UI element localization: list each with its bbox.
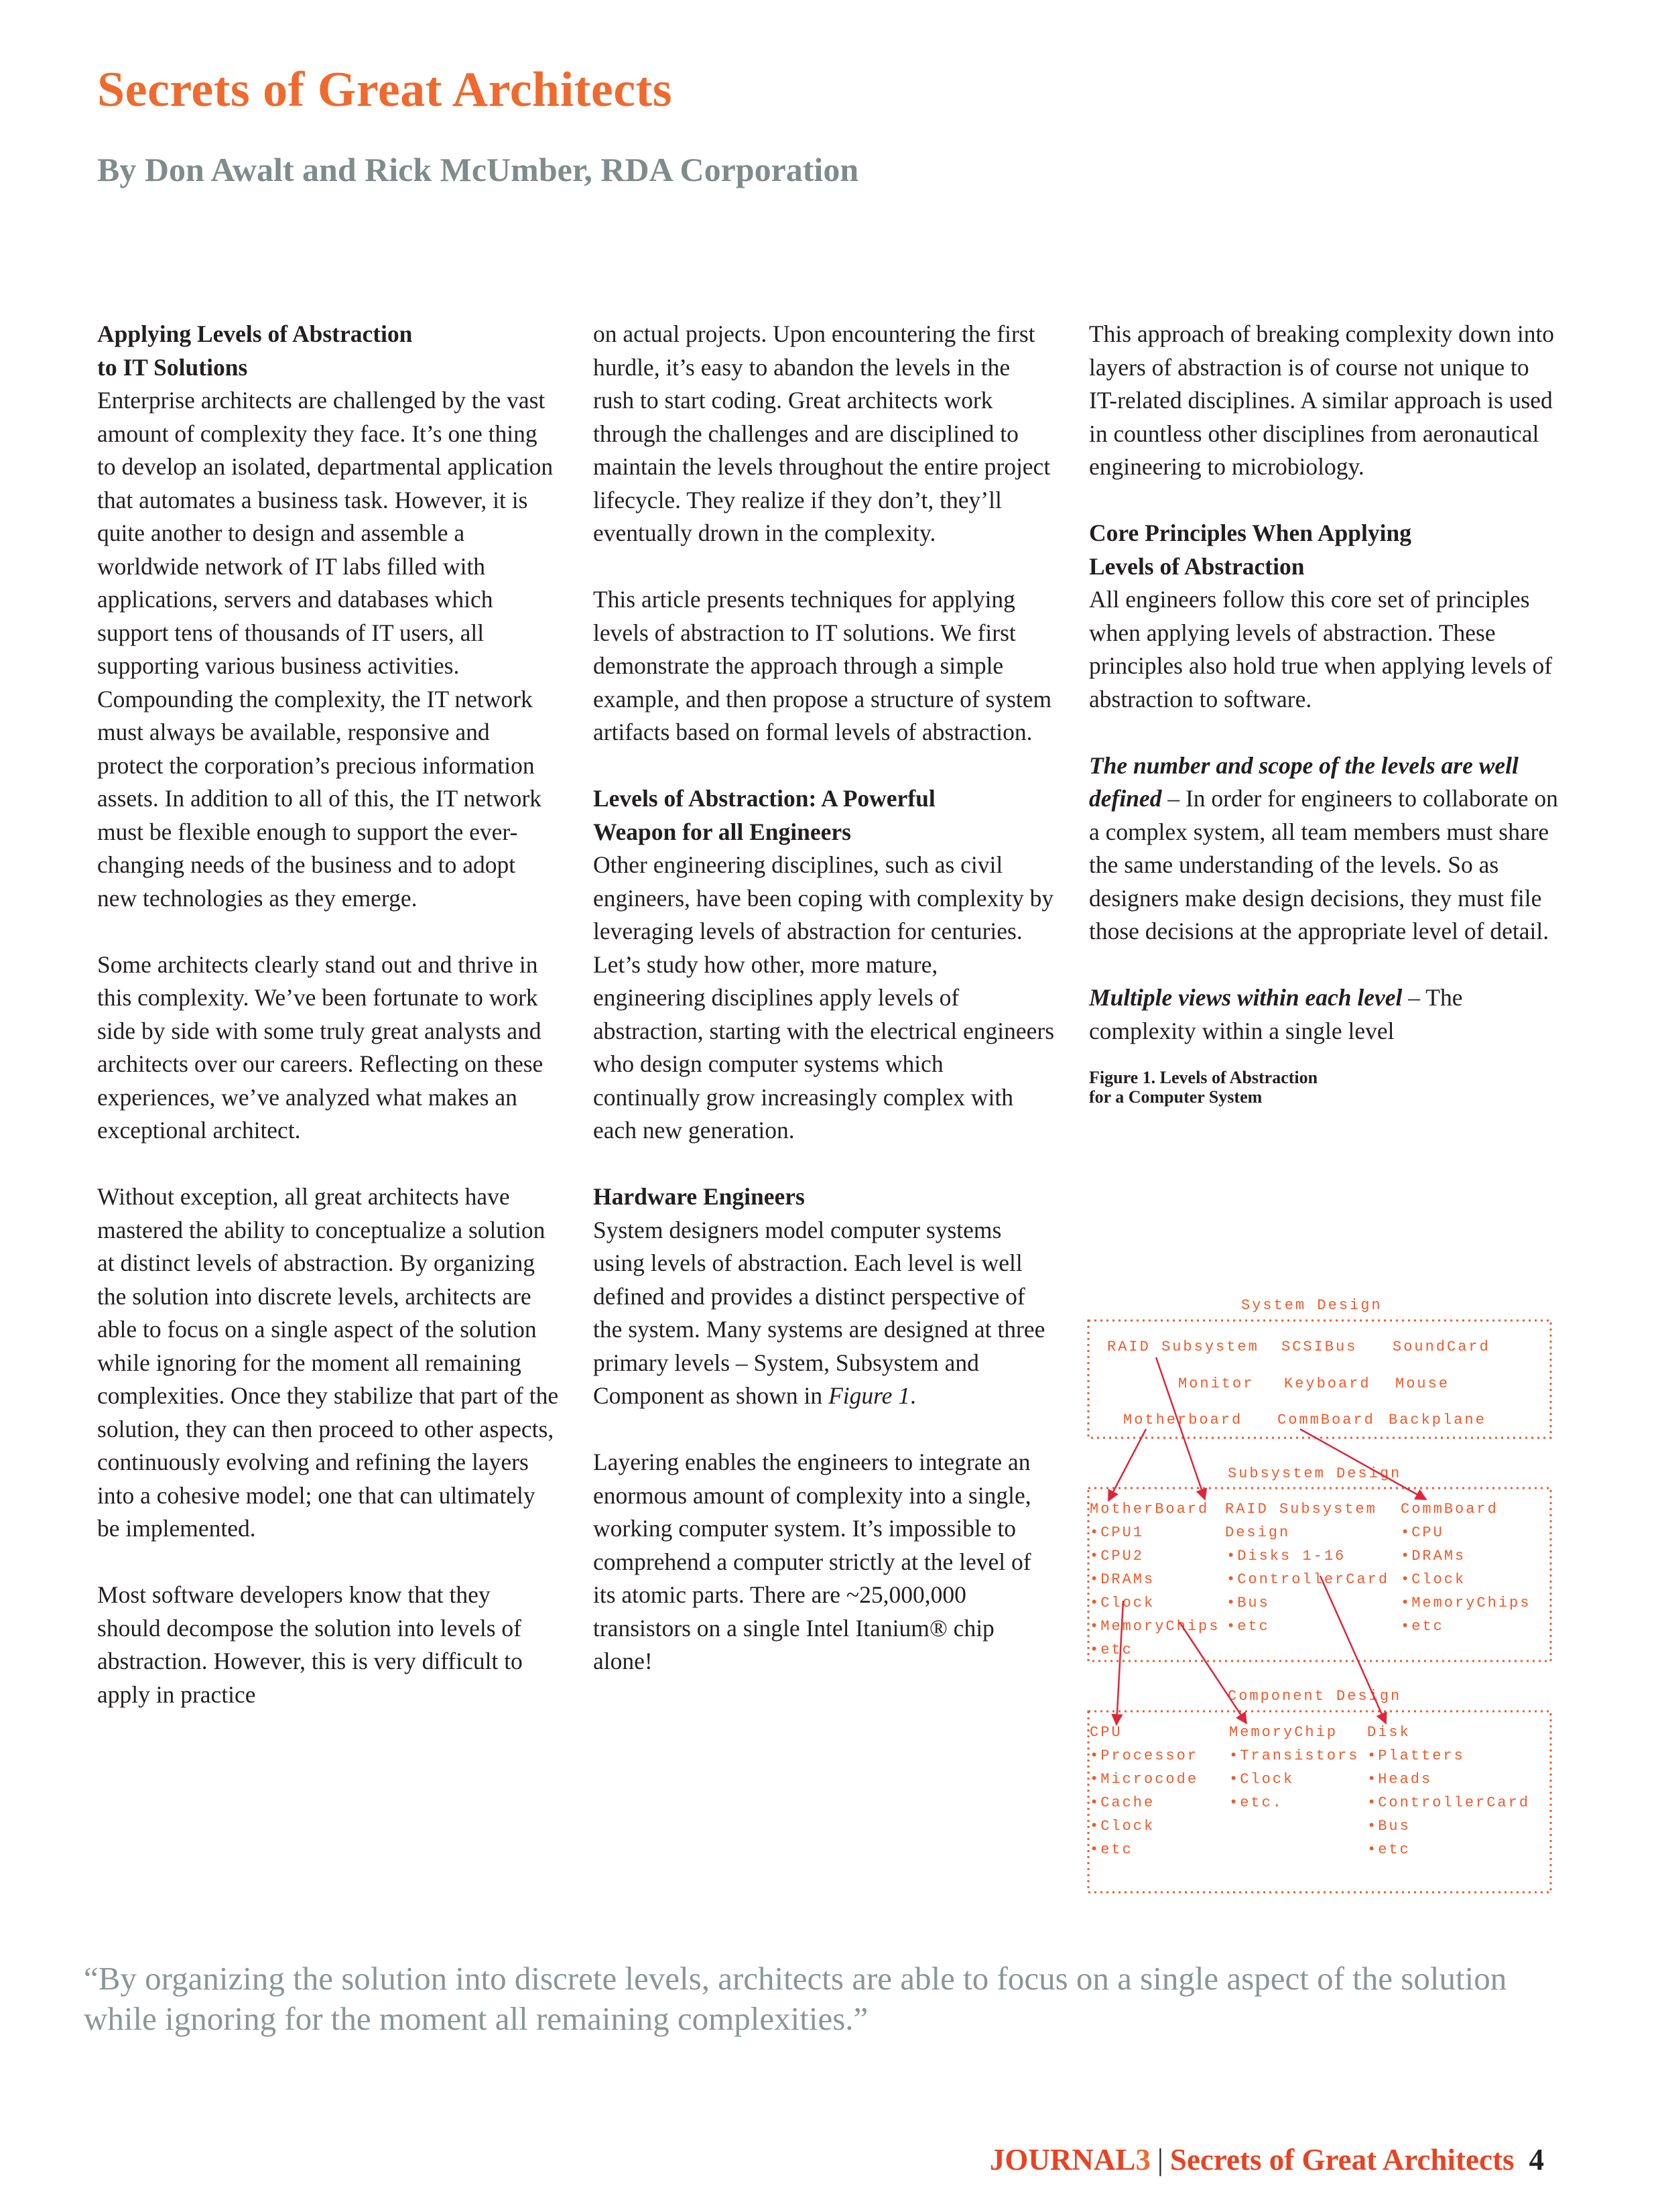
system-item: Mouse (1395, 1375, 1450, 1392)
system-item: RAID Subsystem (1107, 1339, 1259, 1355)
svg-text:RAID Subsystem: RAID Subsystem (1225, 1501, 1377, 1518)
paragraph: Enterprise architects are challenged by the vast amount of complexity they face. It’s one thing to develop an isolated, departmental application that automates a business task. However, it is quite another to design and assemble a worldwide network of IT labs filled with applications, servers and databases which support tens of thousands of IT users, all supporting various business activities. Compounding the complexity, the IT network must always be available, responsive and protect the corporation’s precious information assets. In addition to all of this, the IT network must be flexible enough to support the ever-changing needs of the business and to adopt new technologies as they emerge. (97, 387, 554, 912)
paragraph: Without exception, all great architects have mastered the ability to conceptualize a solution at distinct levels of abstraction. By organizing the solution into discrete levels, architects are able to focus on a single aspect of the solution while ignoring for the moment all remaining complexities. Once they stabilize that part of the solution, they can then proceed to other aspects, continuously evolving and refining the layers into a cohesive model; one that can ultimately be implemented. (97, 1183, 559, 1542)
svg-text:•etc: •etc (1090, 1642, 1133, 1658)
heading-hardware-engineers: Hardware Engineers (593, 1183, 805, 1210)
system-item: Motherboard (1123, 1412, 1243, 1428)
svg-text:•Disks 1-16: •Disks 1-16 (1226, 1548, 1346, 1564)
article-title: Secrets of Great Architects (97, 62, 673, 117)
svg-text:MotherBoard: MotherBoard (1090, 1501, 1210, 1518)
system-item: SCSIBus (1281, 1339, 1358, 1355)
svg-text:•etc: •etc (1090, 1841, 1133, 1858)
svg-text:•Clock: •Clock (1090, 1595, 1155, 1611)
svg-text:•Cache: •Cache (1090, 1794, 1155, 1811)
figure-reference: Figure 1 (828, 1382, 910, 1409)
svg-text:Disk: Disk (1367, 1724, 1411, 1741)
svg-text:•Microcode: •Microcode (1090, 1771, 1199, 1788)
paragraph: Some architects clearly stand out and thrive in this complexity. We’ve been fortunate to work side by side with some truly great analysts and architects over our careers. Reflecting on these experiences, we’ve analyzed what makes an exceptional architect. (97, 950, 544, 1144)
page-footer (990, 2142, 1544, 2177)
svg-text:•etc.: •etc. (1229, 1794, 1284, 1811)
component-design-label: Component Design (1228, 1688, 1402, 1705)
section-core-principles (1089, 517, 1558, 716)
svg-text:•etc: •etc (1401, 1618, 1444, 1635)
paragraph: This article presents techniques for applying levels of abstraction to IT solutions. We first demonstrate the approach through a simple example, and then propose a structure of system artifacts based on formal levels of abstraction. (593, 586, 1052, 745)
journal-issue: 3 (1135, 2143, 1151, 2176)
pull-quote: “By organizing the solution into discrete levels, architects are able to focus on a single aspect of the solution while ignoring for the moment all remaining complexities.” (84, 1960, 1507, 2037)
svg-text:•Clock: •Clock (1090, 1818, 1155, 1835)
figure-caption: Figure 1. Levels of Abstraction for a Computer System (1089, 1068, 1318, 1107)
heading-levels-weapon-1: Levels of Abstraction: A Powerful (593, 785, 936, 812)
svg-text:•DRAMs: •DRAMs (1401, 1548, 1466, 1564)
svg-text:CommBoard: CommBoard (1401, 1501, 1498, 1518)
system-item: CommBoard (1277, 1412, 1375, 1428)
svg-text:•ControllerCard: •ControllerCard (1367, 1794, 1531, 1811)
column-1 (97, 318, 560, 1711)
paragraph: System designers model computer systems using levels of abstraction. Each level is well defined and provides a distinct perspective of the system. Many systems are designed at three primary levels – System, Subsystem and Component as shown in (593, 1216, 1045, 1409)
paragraph: This approach of breaking complexity down into layers of abstraction is of course not unique to IT-related disciplines. A similar approach is used in countless other disciplines from aeronautical engineering to microbiology. (1089, 320, 1555, 480)
principle-lead: The number and scope of the levels are well defined (1089, 751, 1519, 812)
byline: By Don Awalt and Rick McUmber, RDA Corporation (97, 151, 859, 188)
section-applying-levels (97, 318, 560, 915)
svg-text:•CPU: •CPU (1401, 1524, 1444, 1541)
svg-text:•etc: •etc (1226, 1618, 1270, 1635)
svg-text:CPU: CPU (1090, 1724, 1123, 1741)
svg-text:•MemoryChips: •MemoryChips (1401, 1595, 1531, 1611)
arrow-memorychip (1179, 1622, 1246, 1723)
svg-text:Design: Design (1225, 1524, 1291, 1541)
motherboard-list (1090, 1501, 1220, 1658)
heading-applying-levels-2: to IT Solutions (97, 353, 248, 381)
arrow-motherboard (1108, 1429, 1146, 1501)
principle-levels-defined: The number and scope of the levels are well defined – In order for engineers to collaborate on a complex system, all team members must share the same understanding of the levels. So as designers make design decisions, they must file those decisions at the appropriate level of detail. (1089, 751, 1558, 944)
journal-name: JOURNAL (989, 2143, 1136, 2176)
paragraph: Other engineering disciplines, such as civil engineers, have been coping with complexity by leveraging levels of abstraction for centuries. Let’s study how other, more mature, engineering disciplines apply levels of abstraction, starting with the electrical engineers who design computer systems which continually grow increasingly complex with each new generation. (593, 851, 1055, 1144)
svg-text:•MemoryChips: •MemoryChips (1090, 1618, 1220, 1635)
levels-of-abstraction-figure (1086, 1284, 1555, 1917)
footer-section: Secrets of Great Architects (1169, 2143, 1515, 2176)
system-item: Keyboard (1284, 1375, 1371, 1392)
svg-text:•etc: •etc (1367, 1841, 1411, 1858)
svg-text:•Bus: •Bus (1367, 1818, 1411, 1835)
system-design-label: System Design (1241, 1297, 1383, 1314)
system-item: Monitor (1178, 1375, 1255, 1392)
page-number: 4 (1529, 2143, 1544, 2176)
svg-text:•Bus: •Bus (1226, 1595, 1270, 1611)
svg-text:•Transistors: •Transistors (1229, 1747, 1360, 1764)
svg-text:•Heads: •Heads (1367, 1771, 1433, 1788)
commboard-list (1401, 1501, 1531, 1635)
disk-list (1367, 1724, 1530, 1858)
system-item: Backplane (1389, 1412, 1486, 1428)
paragraph: All engineers follow this core set of principles when applying levels of abstraction. These principles also hold true when applying levels of abstraction to software. (1089, 586, 1553, 713)
svg-text:•Platters: •Platters (1367, 1747, 1465, 1764)
svg-text:•Clock: •Clock (1401, 1571, 1466, 1588)
memorychip-list (1229, 1724, 1359, 1811)
raid-subsystem-list (1225, 1501, 1389, 1635)
section-hardware-engineers: Hardware Engineers System designers model computer systems using levels of abstraction. Each level is well defined and provides a distinct perspective of the system. Many systems are designed at three primary levels – System, Subsystem and Component as shown in Figure 1. (593, 1183, 1045, 1409)
cpu-list (1090, 1724, 1198, 1858)
paragraph: Most software developers know that they should decompose the solution into levels of abstraction. However, this is very difficult to apply in practice (97, 1581, 523, 1708)
principle-multiple-views: Multiple views within each level – The complexity within a single level (1089, 984, 1463, 1044)
column-3 (1089, 318, 1558, 1107)
footer-separator: | (1157, 2143, 1163, 2176)
paragraph: on actual projects. Upon encountering the first hurdle, it’s easy to abandon the levels in the rush to start coding. Great architects work through the challenges and are disciplined to maintain the levels throughout the entire project lifecycle. They realize if they don’t, they’ll eventually drown in the complexity. (593, 320, 1051, 546)
svg-text:MemoryChip: MemoryChip (1229, 1724, 1338, 1741)
heading-core-principles-1: Core Principles When Applying (1089, 519, 1411, 546)
system-item: SoundCard (1393, 1339, 1490, 1355)
heading-applying-levels-1: Applying Levels of Abstraction (97, 320, 413, 347)
svg-text:•Clock: •Clock (1229, 1771, 1295, 1788)
paragraph: Layering enables the engineers to integrate an enormous amount of complexity into a single, working computer system. It’s impossible to comprehend a computer strictly at the level of its atomic parts. There are ~25,000,000 transistors on a single Intel Itanium® chip alone! (593, 1449, 1031, 1674)
svg-text:•DRAMs: •DRAMs (1090, 1571, 1155, 1588)
heading-levels-weapon-2: Weapon for all Engineers (593, 818, 851, 845)
principle-lead: Multiple views within each level (1089, 984, 1403, 1011)
subsystem-design-label: Subsystem Design (1228, 1465, 1402, 1482)
column-2 (593, 318, 1056, 1678)
section-levels-weapon (593, 782, 1056, 1148)
svg-text:•CPU1: •CPU1 (1090, 1524, 1145, 1541)
svg-text:•CPU2: •CPU2 (1090, 1548, 1145, 1564)
heading-core-principles-2: Levels of Abstraction (1089, 552, 1305, 580)
svg-text:•ControllerCard: •ControllerCard (1226, 1571, 1390, 1588)
svg-text:•Processor: •Processor (1090, 1747, 1199, 1764)
